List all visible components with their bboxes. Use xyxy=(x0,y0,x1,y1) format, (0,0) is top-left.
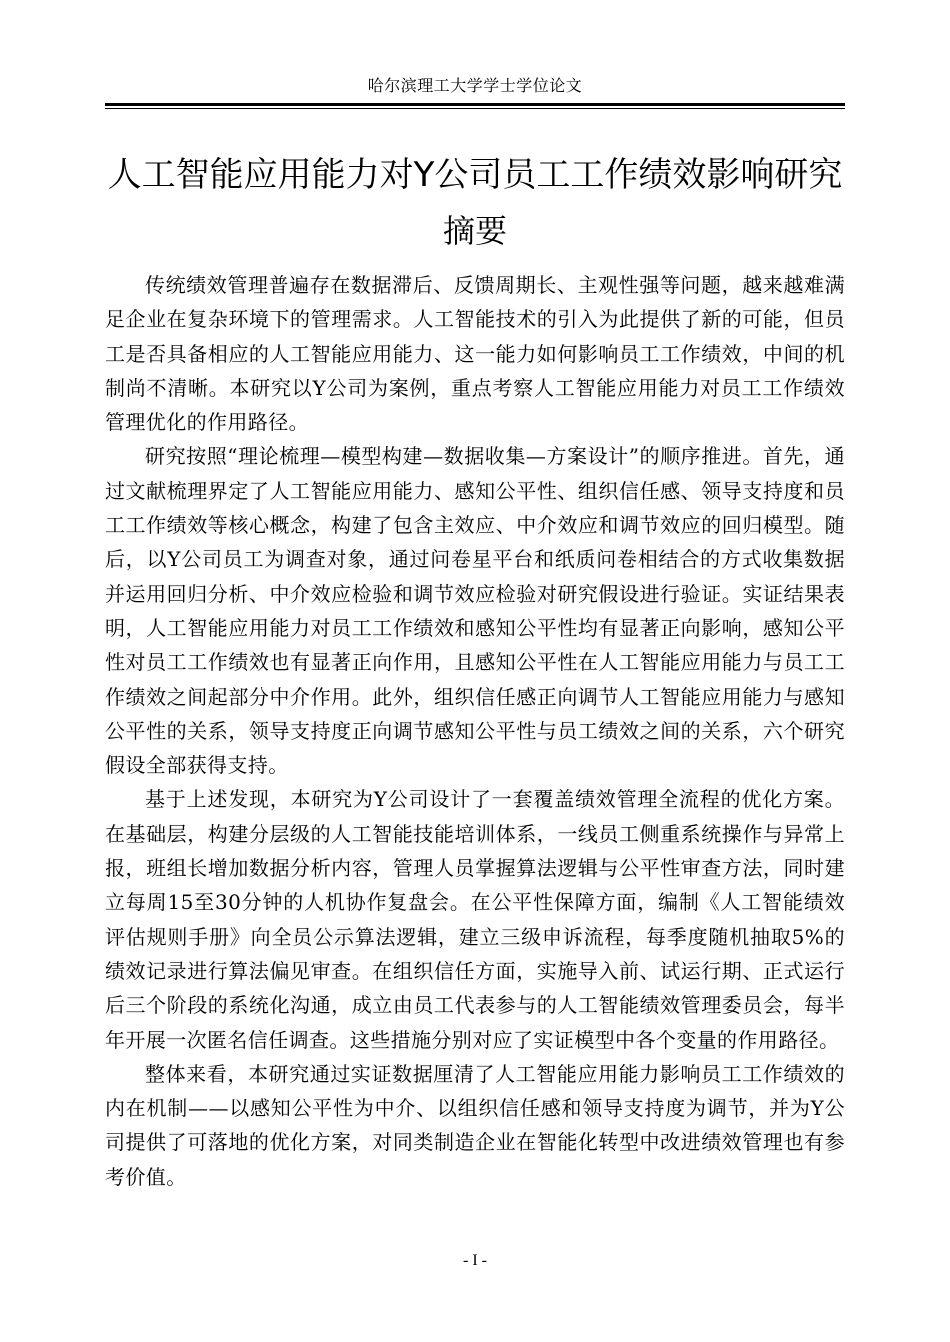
running-header: 哈尔滨理工大学学士学位论文 xyxy=(367,76,583,95)
header-rule-thick xyxy=(105,103,845,106)
abstract-heading: 摘要 xyxy=(442,212,507,250)
abstract-paragraph-1: 传统绩效管理普遍存在数据滞后、反馈周期长、主观性强等问题，越来越难满足企业在复杂环境下的管理需求。人工智能技术的引入为此提供了新的可能，但员工是否具备相应的人工智能应用能力、这一能力如何影响员工工作绩效，中间的机制尚不清晰。本研究以Y公司为案例，重点考察人工智能应用能力对员工工作绩效管理优化的作用路径。 xyxy=(105,273,845,435)
abstract-body xyxy=(105,268,845,1194)
abstract-paragraph-2: 研究按照“理论梳理—模型构建—数据收集—方案设计”的顺序推进。首先，通过文献梳理界定了人工智能应用能力、感知公平性、组织信任感、领导支持度和员工工作绩效等核心概念，构建了包含主效应、中介效应和调节效应的回归模型。随后，以Y公司员工为调查对象，通过问卷星平台和纸质问卷相结合的方式收集数据并运用回归分析、中介效应检验和调节效应检验对研究假设进行验证。实证结果表明，人工智能应用能力对员工工作绩效和感知公平性均有显著正向影响，感知公平性对员工工作绩效也有显著正向作用，且感知公平性在人工智能应用能力与员工工作绩效之间起部分中介作用。此外，组织信任感正向调节人工智能应用能力与感知公平性的关系，领导支持度正向调节感知公平性与员工绩效之间的关系，六个研究假设全部获得支持。 xyxy=(105,444,845,778)
header-rule-thin xyxy=(105,108,845,109)
thesis-title: 人工智能应用能力对Y公司员工工作绩效影响研究 xyxy=(107,155,843,195)
abstract-paragraph-3: 基于上述发现，本研究为Y公司设计了一套覆盖绩效管理全流程的优化方案。在基础层，构建分层级的人工智能技能培训体系，一线员工侧重系统操作与异常上报，班组长增加数据分析内容，管理人员掌握算法逻辑与公平性审查方法，同时建立每周15至30分钟的人机协作复盘会。在公平性保障方面，编制《人工智能绩效评估规则手册》向全员公示算法逻辑，建立三级申诉流程，每季度随机抽取5%的绩效记录进行算法偏见审查。在组织信任方面，实施导入前、试运行期、正式运行后三个阶段的系统化沟通，成立由员工代表参与的人工智能绩效管理委员会，每半年开展一次匿名信任调查。这些措施分别对应了实证模型中各个变量的作用路径。 xyxy=(105,787,845,1052)
abstract-paragraph-4: 整体来看，本研究通过实证数据厘清了人工智能应用能力影响员工工作绩效的内在机制——以感知公平性为中介、以组织信任感和领导支持度为调节，并为Y公司提供了可落地的优化方案，对同类制造企业在智能化转型中改进绩效管理也有参考价值。 xyxy=(105,1061,845,1189)
page-number: - I - xyxy=(463,1252,487,1269)
